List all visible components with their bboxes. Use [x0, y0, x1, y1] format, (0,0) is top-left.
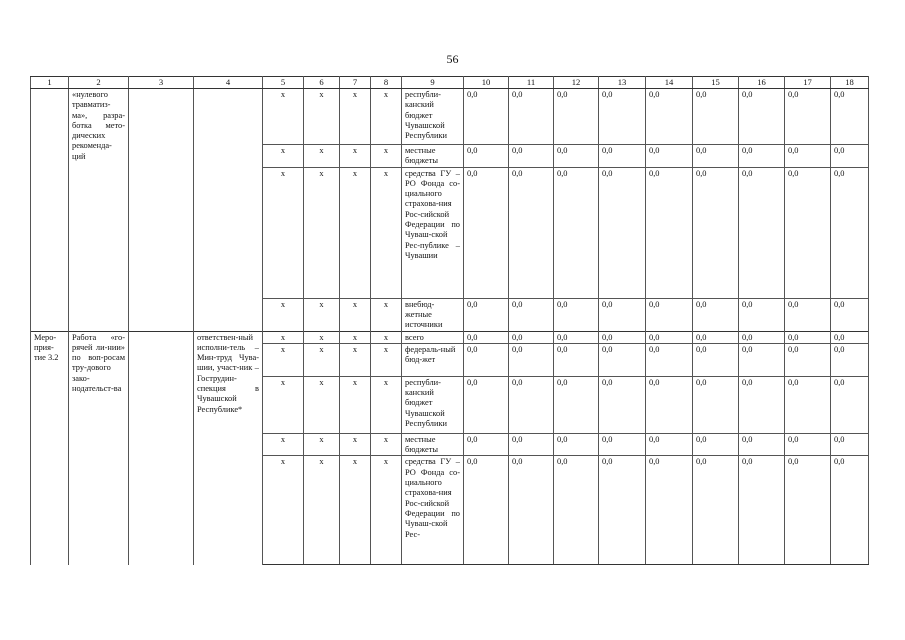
- cell-value: 0,0: [599, 343, 646, 376]
- cell-value: 0,0: [739, 89, 785, 145]
- cell-mark: х: [304, 331, 340, 343]
- cell-mark: х: [263, 331, 304, 343]
- cell-value: 0,0: [464, 167, 509, 298]
- cell-funding-source: средства ГУ – РО Фонда со-циального страхова-ния Рос-сийской Федерации по Чуваш-ской Рес-: [402, 456, 464, 565]
- cell-value: 0,0: [646, 167, 693, 298]
- cell-value: 0,0: [509, 298, 554, 331]
- cell-value: 0,0: [646, 145, 693, 168]
- cell-value: 0,0: [554, 89, 599, 145]
- cell-value: 0,0: [831, 343, 869, 376]
- cell-value: 0,0: [464, 89, 509, 145]
- cell-value: 0,0: [831, 433, 869, 456]
- cell-mark: х: [304, 456, 340, 565]
- cell-value: 0,0: [554, 298, 599, 331]
- cell-mark: х: [371, 433, 402, 456]
- cell-value: 0,0: [599, 167, 646, 298]
- cell-funding-source: республи-канский бюджет Чувашской Республики: [402, 376, 464, 433]
- header-col-9: 9: [402, 77, 464, 89]
- cell-funding-source: средства ГУ – РО Фонда со-циального страхова-ния Рос-сийской Федерации по Чуваш-ской Рес-публике – Чувашии: [402, 167, 464, 298]
- cell-mark: х: [340, 331, 371, 343]
- header-row: [31, 77, 869, 89]
- cell-value: 0,0: [464, 331, 509, 343]
- cell-mark: х: [263, 167, 304, 298]
- cell-value: 0,0: [831, 456, 869, 565]
- cell-mark: х: [371, 456, 402, 565]
- cell-value: 0,0: [785, 331, 831, 343]
- header-col-1: 1: [31, 77, 69, 89]
- cell-value: 0,0: [646, 298, 693, 331]
- cell-mark: х: [371, 167, 402, 298]
- cell-value: 0,0: [785, 89, 831, 145]
- cell-mark: х: [340, 433, 371, 456]
- cell-value: 0,0: [599, 331, 646, 343]
- cell-value: 0,0: [509, 456, 554, 565]
- cell-mark: х: [304, 433, 340, 456]
- budget-table: [30, 76, 869, 565]
- cell-value: 0,0: [599, 433, 646, 456]
- cell-value: 0,0: [464, 145, 509, 168]
- cell-value: 0,0: [831, 331, 869, 343]
- cell-mark: х: [340, 167, 371, 298]
- cell-value: 0,0: [739, 145, 785, 168]
- cell-value: 0,0: [509, 89, 554, 145]
- cell-mark: х: [340, 145, 371, 168]
- cell-funding-source: местные бюджеты: [402, 145, 464, 168]
- header-col-11: 11: [509, 77, 554, 89]
- cell-value: 0,0: [509, 167, 554, 298]
- cell-value: 0,0: [599, 456, 646, 565]
- cell-mark: х: [304, 89, 340, 145]
- header-col-4: 4: [194, 77, 263, 89]
- cell-value: 0,0: [599, 298, 646, 331]
- cell-funding-source: всего: [402, 331, 464, 343]
- cell-value: 0,0: [554, 331, 599, 343]
- header-col-18: 18: [831, 77, 869, 89]
- cell-col1: [31, 89, 69, 332]
- cell-value: 0,0: [739, 167, 785, 298]
- cell-value: 0,0: [785, 145, 831, 168]
- cell-mark: х: [263, 89, 304, 145]
- cell-value: 0,0: [509, 145, 554, 168]
- cell-value: 0,0: [509, 433, 554, 456]
- cell-value: 0,0: [739, 456, 785, 565]
- cell-value: 0,0: [554, 456, 599, 565]
- cell-value: 0,0: [646, 343, 693, 376]
- header-col-15: 15: [693, 77, 739, 89]
- header-col-6: 6: [304, 77, 340, 89]
- cell-funding-source: внебюд-жетные источники: [402, 298, 464, 331]
- cell-mark: х: [304, 343, 340, 376]
- cell-value: 0,0: [693, 89, 739, 145]
- cell-mark: х: [304, 167, 340, 298]
- cell-mark: х: [304, 145, 340, 168]
- cell-value: 0,0: [785, 298, 831, 331]
- cell-value: 0,0: [785, 376, 831, 433]
- cell-value: 0,0: [554, 145, 599, 168]
- cell-value: 0,0: [739, 343, 785, 376]
- cell-mark: х: [371, 89, 402, 145]
- cell-value: 0,0: [464, 298, 509, 331]
- cell-mark: х: [263, 456, 304, 565]
- header-col-2: 2: [69, 77, 129, 89]
- header-col-17: 17: [785, 77, 831, 89]
- cell-value: 0,0: [599, 89, 646, 145]
- cell-value: 0,0: [785, 456, 831, 565]
- cell-mark: х: [304, 376, 340, 433]
- cell-value: 0,0: [554, 433, 599, 456]
- cell-col3: [129, 89, 194, 332]
- cell-value: 0,0: [509, 343, 554, 376]
- cell-mark: х: [263, 343, 304, 376]
- cell-value: 0,0: [693, 433, 739, 456]
- cell-mark: х: [263, 433, 304, 456]
- cell-value: 0,0: [693, 331, 739, 343]
- cell-funding-source: республи-канский бюджет Чувашской Республики: [402, 89, 464, 145]
- cell-mark: х: [371, 331, 402, 343]
- table-row: [31, 89, 869, 145]
- cell-value: 0,0: [693, 343, 739, 376]
- cell-mark: х: [263, 376, 304, 433]
- cell-col4: [194, 89, 263, 332]
- cell-value: 0,0: [831, 145, 869, 168]
- cell-mark: х: [340, 456, 371, 565]
- header-col-3: 3: [129, 77, 194, 89]
- cell-mark: х: [340, 298, 371, 331]
- header-col-7: 7: [340, 77, 371, 89]
- cell-mark: х: [371, 145, 402, 168]
- cell-value: 0,0: [831, 298, 869, 331]
- cell-mark: х: [263, 145, 304, 168]
- cell-funding-source: федераль-ный бюд-жет: [402, 343, 464, 376]
- cell-value: 0,0: [646, 331, 693, 343]
- cell-mark: х: [371, 343, 402, 376]
- cell-value: 0,0: [693, 167, 739, 298]
- cell-mark: х: [340, 89, 371, 145]
- cell-value: 0,0: [646, 456, 693, 565]
- cell-value: 0,0: [785, 343, 831, 376]
- cell-mark: х: [304, 298, 340, 331]
- cell-funding-source: местные бюджеты: [402, 433, 464, 456]
- cell-value: 0,0: [739, 298, 785, 331]
- cell-value: 0,0: [509, 331, 554, 343]
- cell-col2: Работа «го-рячей ли-нии» по воп-росам тру-дового зако-нодательст-ва: [69, 331, 129, 565]
- cell-value: 0,0: [739, 433, 785, 456]
- cell-value: 0,0: [693, 376, 739, 433]
- cell-value: 0,0: [693, 145, 739, 168]
- header-col-16: 16: [739, 77, 785, 89]
- cell-value: 0,0: [646, 376, 693, 433]
- cell-mark: х: [340, 343, 371, 376]
- cell-value: 0,0: [554, 376, 599, 433]
- cell-value: 0,0: [554, 167, 599, 298]
- header-col-8: 8: [371, 77, 402, 89]
- cell-value: 0,0: [464, 456, 509, 565]
- cell-value: 0,0: [554, 343, 599, 376]
- cell-value: 0,0: [785, 433, 831, 456]
- cell-value: 0,0: [785, 167, 831, 298]
- cell-value: 0,0: [693, 298, 739, 331]
- cell-value: 0,0: [464, 376, 509, 433]
- cell-value: 0,0: [599, 145, 646, 168]
- cell-value: 0,0: [739, 376, 785, 433]
- header-col-12: 12: [554, 77, 599, 89]
- header-col-5: 5: [263, 77, 304, 89]
- page-number: 56: [446, 52, 459, 66]
- cell-mark: х: [263, 298, 304, 331]
- cell-value: 0,0: [464, 433, 509, 456]
- cell-value: 0,0: [693, 456, 739, 565]
- cell-col1: Меро-прия-тие 3.2: [31, 331, 69, 565]
- header-col-13: 13: [599, 77, 646, 89]
- cell-value: 0,0: [831, 89, 869, 145]
- table-row: [31, 331, 869, 343]
- header-col-14: 14: [646, 77, 693, 89]
- cell-value: 0,0: [646, 433, 693, 456]
- cell-value: 0,0: [464, 343, 509, 376]
- cell-value: 0,0: [599, 376, 646, 433]
- cell-value: 0,0: [831, 167, 869, 298]
- cell-col3: [129, 331, 194, 565]
- cell-value: 0,0: [739, 331, 785, 343]
- header-col-10: 10: [464, 77, 509, 89]
- cell-col2: «нулевого травматиз-ма», разра-ботка мето-дических рекоменда-ций: [69, 89, 129, 332]
- cell-mark: х: [371, 376, 402, 433]
- cell-value: 0,0: [831, 376, 869, 433]
- cell-value: 0,0: [646, 89, 693, 145]
- cell-mark: х: [371, 298, 402, 331]
- cell-mark: х: [340, 376, 371, 433]
- cell-col4: ответствен-ный исполни-тель – Мин-труд Чува-шии, участ-ник – Гострудин-спекция в Чувашской Республике*: [194, 331, 263, 565]
- cell-value: 0,0: [509, 376, 554, 433]
